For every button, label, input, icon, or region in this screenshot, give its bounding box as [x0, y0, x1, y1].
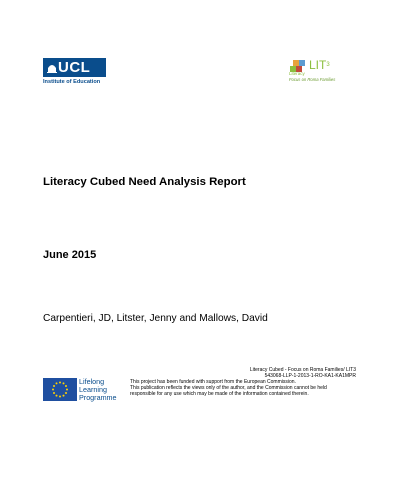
ucl-dome-icon	[47, 62, 57, 73]
funding-notice	[130, 367, 356, 397]
lit3-wordmark	[309, 58, 330, 72]
llp-line-2: Learning	[79, 384, 107, 394]
disclaimer-line-2: This publication reflects the views only of the author, and the Commission cannot be held	[130, 385, 327, 392]
lit3-superscript: 3	[326, 62, 330, 68]
llp-line-3: Programme	[79, 392, 117, 402]
llp-line-1: Lifelong	[79, 377, 105, 386]
lit3-logo	[289, 56, 353, 90]
disclaimer-line-1: This project has been funded with support from the European Commission.	[130, 379, 296, 386]
report-title: Literacy Cubed Need Analysis Report	[43, 176, 246, 188]
lifelong-learning-logo	[43, 378, 115, 402]
project-name: Literacy Cubed - Focus on Roma Families/ LIT3	[249, 367, 356, 373]
report-date: June 2015	[43, 249, 97, 261]
ucl-logo	[43, 58, 106, 88]
report-authors: Carpentieri, JD, Litster, Jenny and Mallows, David	[43, 313, 268, 324]
ucl-subtitle: Institute of Education	[43, 79, 101, 85]
eu-flag-icon	[43, 378, 77, 401]
llp-wordmark	[79, 378, 117, 401]
lit3-wordmark-text: LIT	[309, 58, 327, 72]
disclaimer-line-3: responsible for any use which may be made of the information contained therein.	[130, 391, 309, 398]
ucl-logo-box	[43, 58, 106, 77]
lit3-tagline: Focus on Roma Families	[289, 77, 336, 82]
lit3-small-text: Literacy	[289, 71, 305, 76]
ucl-wordmark: UCL	[58, 59, 91, 76]
project-code: 543068-LLP-1-2013-1-RO-KA1-KA1MPR	[264, 373, 356, 380]
